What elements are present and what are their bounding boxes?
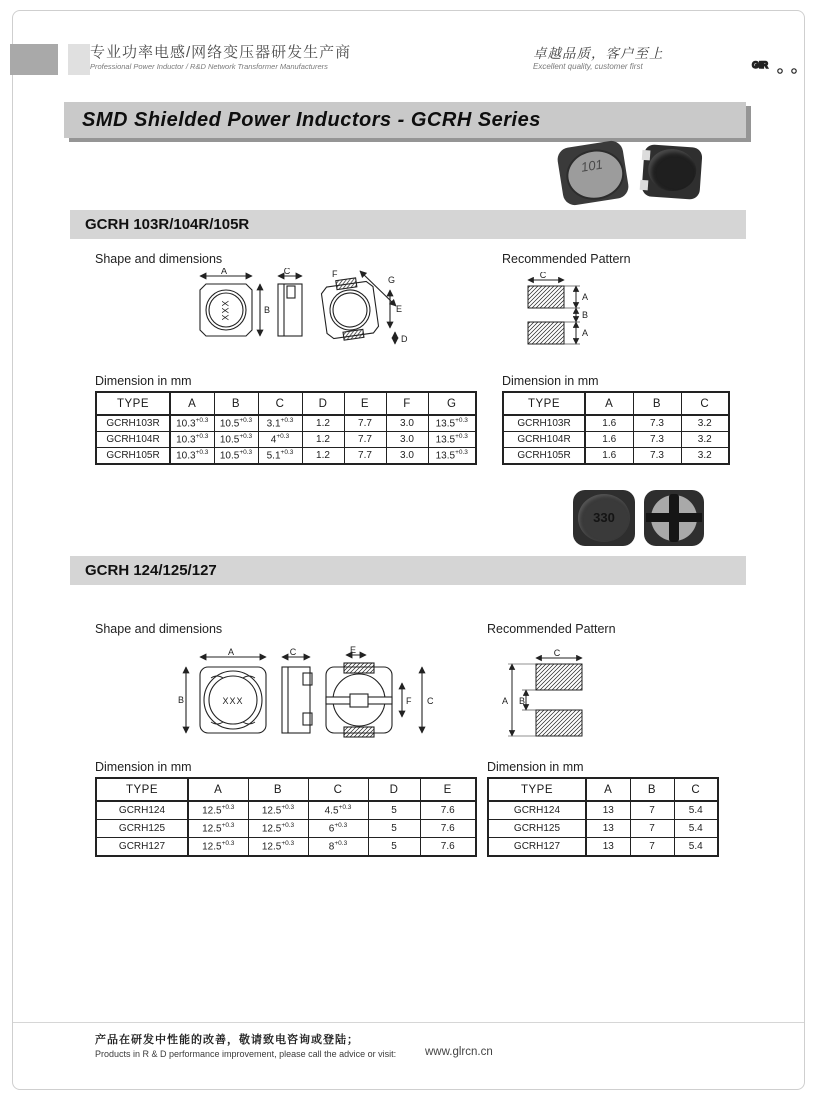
shape-drawing-1 — [190, 268, 435, 356]
table-row: GCRH125 $12.5^{+0.3}$ $12.5^{+0.3}$ $6^{+0.3}$ 5 7.6 — [96, 820, 476, 838]
dim-label-d: D — [401, 334, 408, 344]
table-row: GCRH124 13 7 5.4 — [488, 801, 718, 820]
part-marking: XXX — [222, 696, 244, 706]
col-header: B — [214, 392, 258, 415]
product-photo-top-view-1 — [556, 139, 630, 207]
shape-dimensions-label-1: Shape and dimensions — [95, 252, 223, 266]
col-header: C — [674, 778, 718, 801]
company-name-en: Professional Power Inductor / R&D Network Transformer Manufacturers — [90, 62, 328, 71]
top-view-drawing — [186, 657, 266, 733]
col-header: A — [586, 778, 630, 801]
bottom-view-drawing — [320, 271, 396, 344]
slogan-zh: 卓越品质，客户至上 — [533, 46, 664, 61]
side-view-drawing — [282, 657, 312, 733]
dim-label-c: C — [539, 272, 547, 280]
recommended-pattern-label-2: Recommended Pattern — [487, 622, 616, 636]
document-title: SMD Shielded Power Inductors - GCRH Series — [82, 109, 541, 131]
col-header: TYPE — [96, 392, 170, 415]
table-row: GCRH124 $12.5^{+0.3}$ $12.5^{+0.3}$ $4.5^{+0.3}$ 5 7.6 — [96, 801, 476, 820]
dim-label-e: E — [396, 304, 403, 314]
col-header: TYPE — [488, 778, 586, 801]
dimension-table-103r-left — [95, 391, 477, 465]
footer-website: www.glrcn.cn — [425, 1046, 493, 1058]
dimension-title-2-right: Dimension in mm — [487, 760, 584, 774]
col-header: C — [308, 778, 368, 801]
col-header: B — [630, 778, 674, 801]
inductor-marking: 101 — [579, 156, 604, 175]
dim-label-a: A — [582, 328, 589, 338]
footer-note-en: Products in R & D performance improvement, please call the advice or visit: — [95, 1049, 397, 1059]
slogan-en: Excellent quality, customer first — [533, 62, 643, 71]
shape-drawing-2 — [178, 645, 438, 750]
section-heading-1: GCRH 103R/104R/105R — [85, 216, 250, 233]
inductor-dome — [647, 147, 698, 192]
dim-label-a: A — [220, 268, 228, 276]
col-header: E — [344, 392, 386, 415]
table-header-row — [488, 778, 718, 801]
dimension-title-1-left: Dimension in mm — [95, 374, 192, 388]
section-heading-bar-1 — [70, 210, 746, 239]
table-header-row — [503, 392, 729, 415]
dim-label-c: C — [289, 647, 297, 657]
col-header: C — [258, 392, 302, 415]
table-row: GCRH105R $10.3^{+0.3}$ $10.5^{+0.3}$ $5.1^{+0.3}$ 1.2 7.7 3.0 $13.5^{+0.3}$ — [96, 448, 476, 465]
footer-note-zh: 产品在研发中性能的改善，敬请致电咨询或登陆； — [95, 1034, 359, 1046]
pattern-drawing-1 — [520, 272, 605, 352]
col-header: TYPE — [96, 778, 188, 801]
product-photo-bottom-view-2 — [644, 490, 704, 546]
document-title-bar — [64, 102, 746, 138]
terminal-tab — [640, 180, 649, 191]
col-header: E — [420, 778, 476, 801]
dim-label-c: C — [283, 268, 291, 276]
table-header-row — [96, 778, 476, 801]
col-header: A — [170, 392, 214, 415]
shape-dimensions-label-2: Shape and dimensions — [95, 622, 223, 636]
table-row: GCRH103R $10.3^{+0.3}$ $10.5^{+0.3}$ $3.1^{+0.3}$ 1.2 7.7 3.0 $13.5^{+0.3}$ — [96, 415, 476, 432]
col-header: A — [188, 778, 248, 801]
col-header: G — [428, 392, 476, 415]
table-row: GCRH103R 1.6 7.3 3.2 — [503, 415, 729, 432]
dimension-table-124-left — [95, 777, 477, 857]
table-row: GCRH104R 1.6 7.3 3.2 — [503, 432, 729, 448]
section-heading-2: GCRH 124/125/127 — [85, 562, 217, 579]
dimension-table-103r-right — [502, 391, 730, 465]
dim-label-g: G — [388, 275, 396, 285]
dimension-title-2-left: Dimension in mm — [95, 760, 192, 774]
inductor-marking: 330 — [593, 510, 615, 525]
dim-label-f: F — [332, 269, 338, 279]
dim-label-a: A — [582, 292, 589, 302]
product-photo-side-view-1 — [641, 144, 702, 200]
table-row: GCRH127 13 7 5.4 — [488, 838, 718, 857]
side-view-drawing — [278, 276, 302, 336]
terminal-bar — [669, 494, 679, 542]
product-photo-top-view-2 — [573, 490, 635, 546]
dimension-title-1-right: Dimension in mm — [502, 374, 599, 388]
dim-label-b: B — [519, 696, 526, 706]
col-header: B — [633, 392, 681, 415]
col-header: D — [302, 392, 344, 415]
dim-label-b: B — [264, 305, 271, 315]
company-name-zh: 专业功率电感/网络变压器研发生产商 — [90, 44, 352, 61]
dim-label-e: E — [349, 645, 357, 655]
header-deco-dark-square — [10, 44, 58, 75]
pattern-drawing-2 — [498, 648, 613, 748]
dim-label-a: A — [502, 696, 509, 706]
col-header: D — [368, 778, 420, 801]
dim-label-c: C — [553, 648, 561, 658]
recommended-pattern-label-1: Recommended Pattern — [502, 252, 631, 266]
table-row: GCRH104R $10.3^{+0.3}$ $10.5^{+0.3}$ $4^{+0.3}$ 1.2 7.7 3.0 $13.5^{+0.3}$ — [96, 432, 476, 448]
logo-text: GlR — [752, 60, 769, 70]
col-header: TYPE — [503, 392, 585, 415]
header-deco-light-square — [68, 44, 90, 75]
company-logo-icon — [750, 40, 804, 78]
dim-label-f: F — [406, 696, 412, 706]
footer-divider — [13, 1022, 804, 1023]
dim-label-c: C — [427, 696, 434, 706]
dim-label-a: A — [227, 647, 235, 657]
terminal-tab — [642, 150, 651, 161]
table-header-row — [96, 392, 476, 415]
col-header: A — [585, 392, 633, 415]
dim-label-b: B — [178, 695, 185, 705]
table-row: GCRH127 $12.5^{+0.3}$ $12.5^{+0.3}$ $8^{+0.3}$ 5 7.6 — [96, 838, 476, 857]
part-marking: XXX — [220, 299, 231, 321]
dimension-table-124-right — [487, 777, 719, 857]
table-row: GCRH105R 1.6 7.3 3.2 — [503, 448, 729, 465]
pattern-pads — [528, 280, 580, 344]
col-header: F — [386, 392, 428, 415]
section-heading-bar-2 — [70, 556, 746, 585]
col-header: C — [681, 392, 729, 415]
col-header: B — [248, 778, 308, 801]
dim-label-b: B — [582, 310, 589, 320]
table-row: GCRH125 13 7 5.4 — [488, 820, 718, 838]
